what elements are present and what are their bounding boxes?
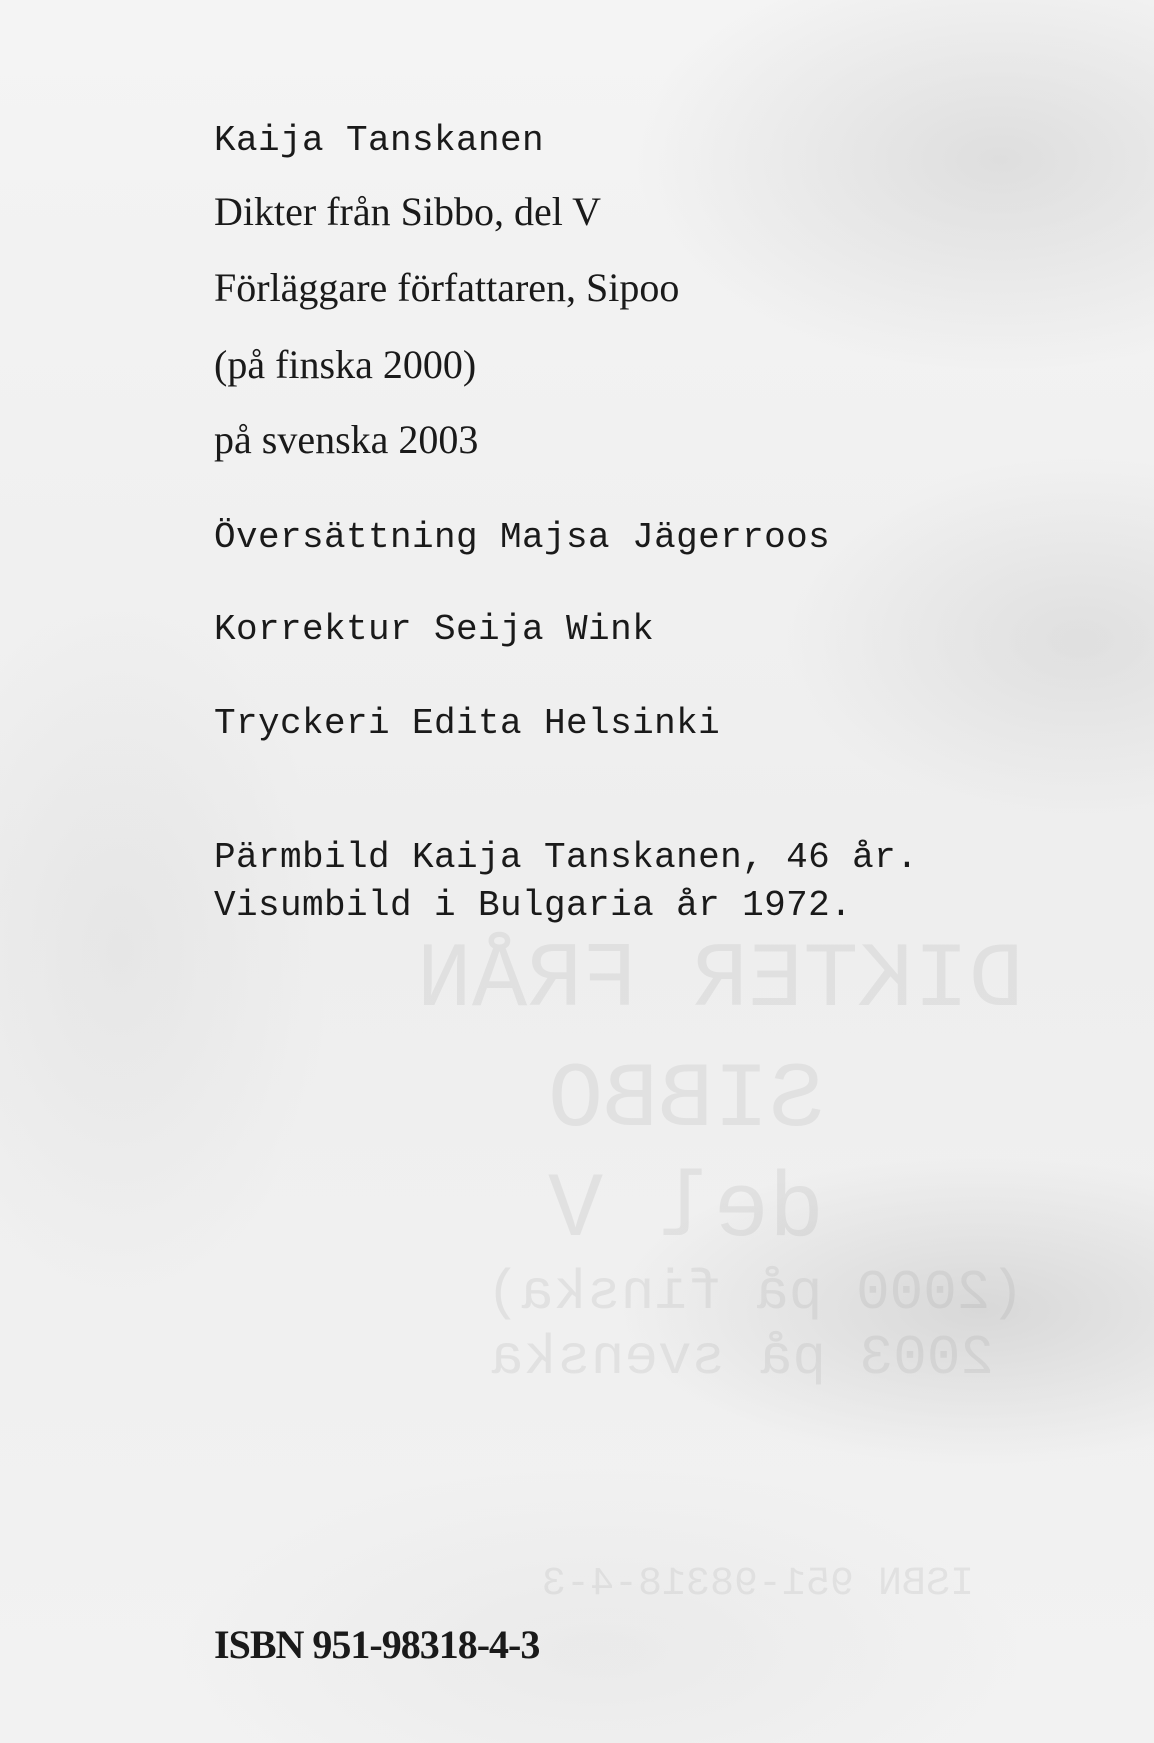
isbn: ISBN 951-98318-4-3 xyxy=(214,1622,540,1667)
show-through-line: del V xyxy=(547,1158,824,1263)
publisher-line: Förläggare författaren, Sipoo xyxy=(214,265,680,310)
show-through-line: SIBBO xyxy=(547,1048,824,1153)
translation-credit: Översättning Majsa Jägerroos xyxy=(214,517,831,558)
show-through-line: 2003 på svenska xyxy=(489,1326,994,1390)
author-name: Kaija Tanskanen xyxy=(214,120,545,161)
swedish-edition-line: på svenska 2003 xyxy=(214,417,479,462)
cover-image-note: Visumbild i Bulgaria år 1972. xyxy=(214,885,853,926)
proofreading-credit: Korrektur Seija Wink xyxy=(214,609,655,650)
book-title: Dikter från Sibbo, del V xyxy=(214,189,601,234)
show-through-line: ISBN 951-98318-4-3 xyxy=(541,1562,974,1607)
show-through-line: (2000 på finska) xyxy=(486,1261,1024,1325)
cover-image-credit: Pärmbild Kaija Tanskanen, 46 år. xyxy=(214,837,919,878)
printer-credit: Tryckeri Edita Helsinki xyxy=(214,703,721,744)
show-through-line: DIKTER FRÅN xyxy=(416,928,1024,1033)
finnish-edition-line: (på finska 2000) xyxy=(214,342,477,387)
